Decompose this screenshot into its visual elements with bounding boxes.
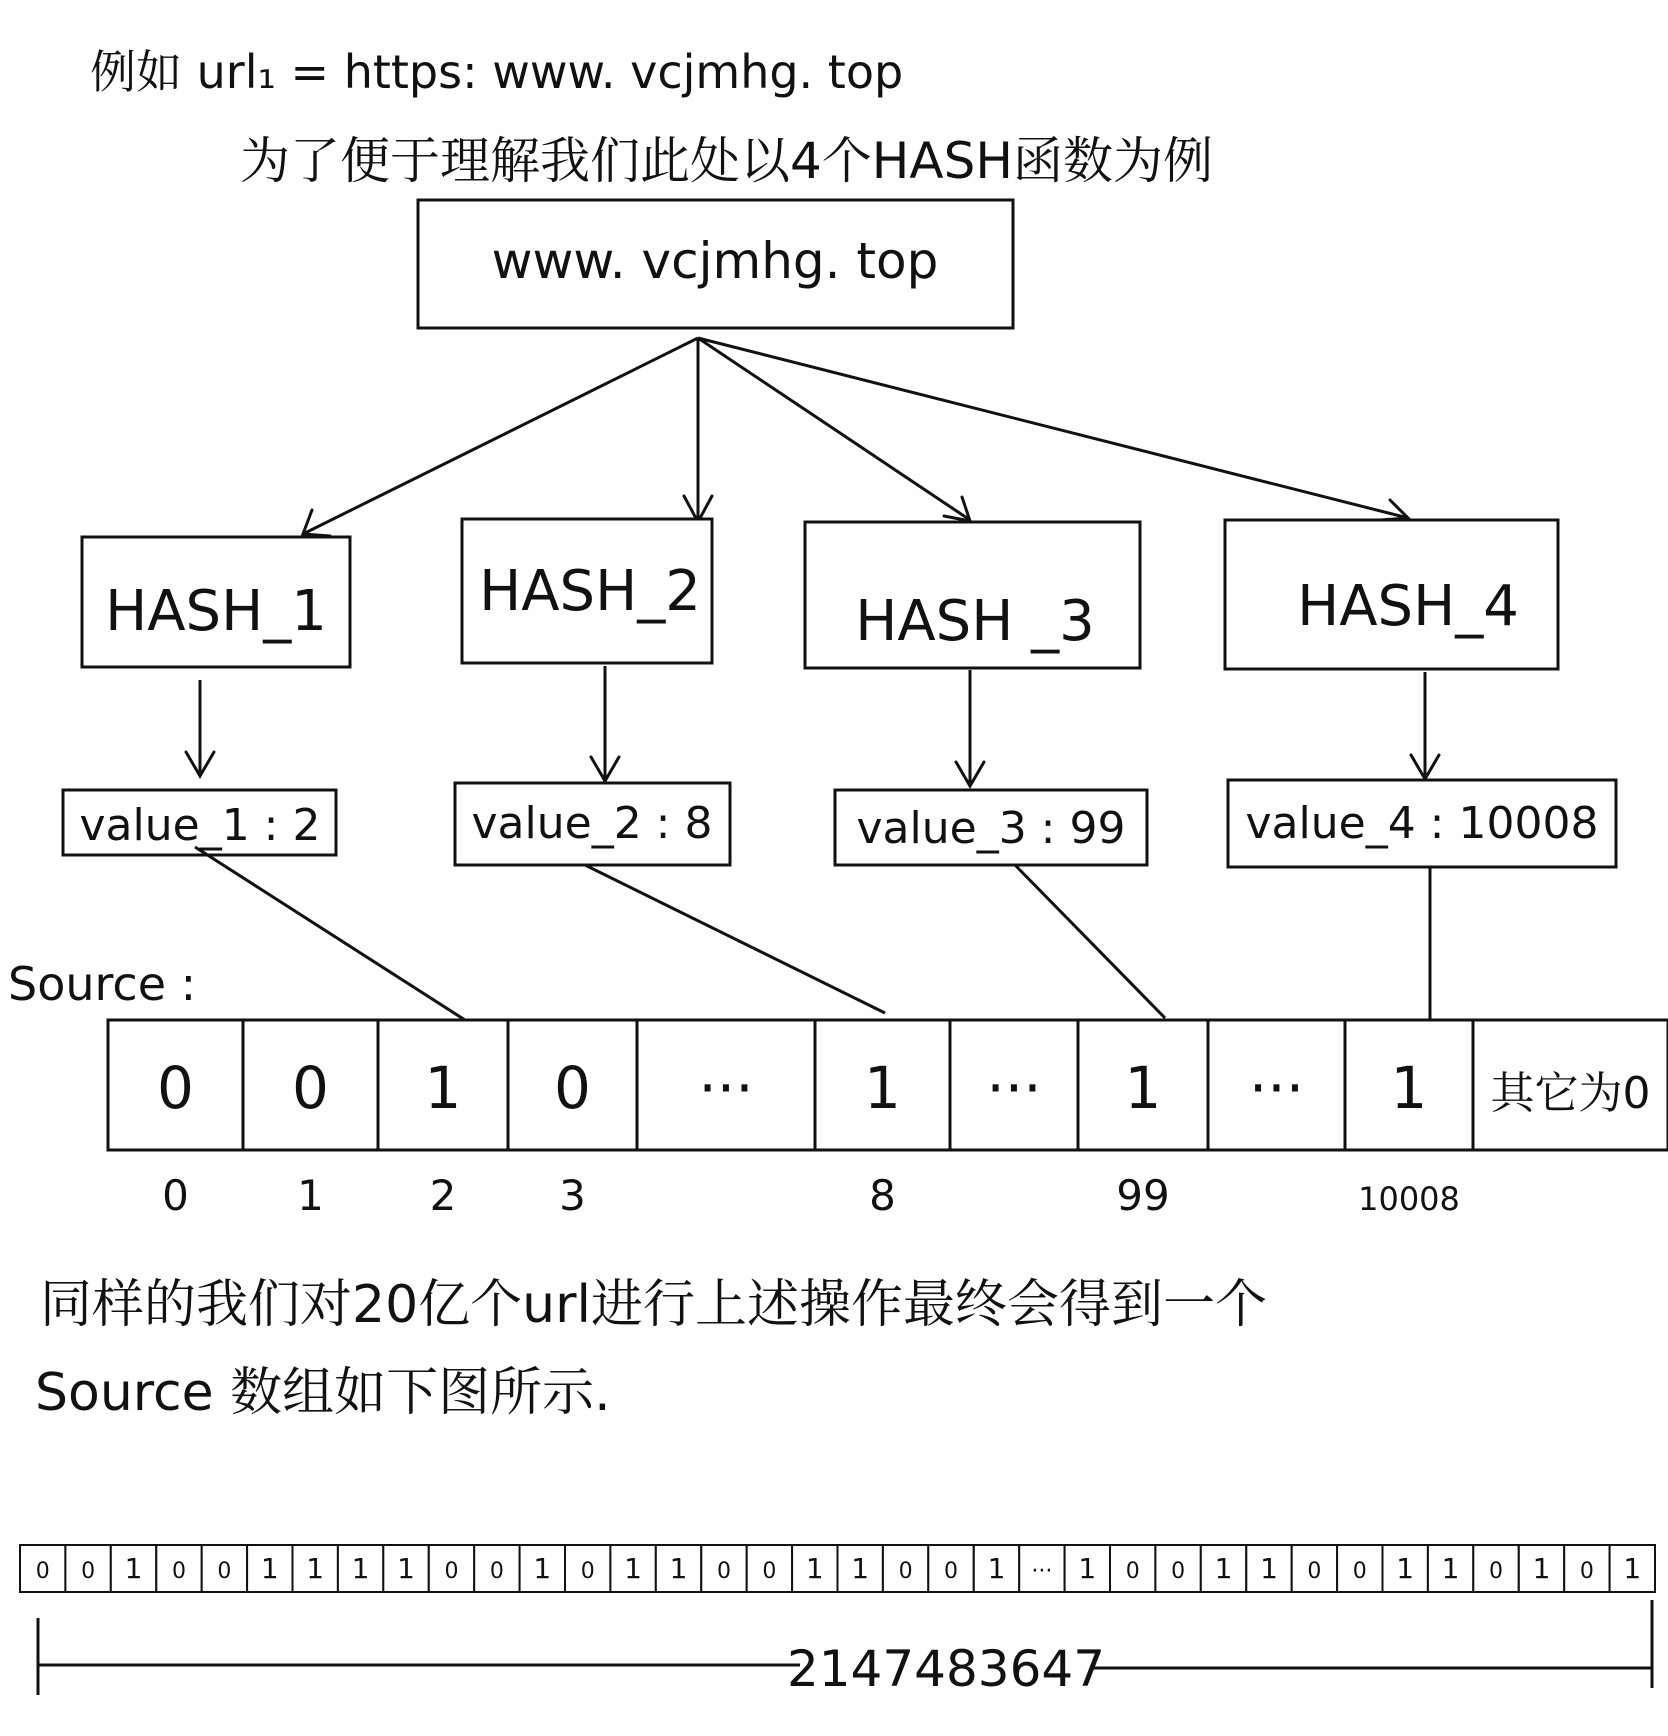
arrow-to-hash-4 (698, 338, 1408, 518)
source-array-indices (162, 1171, 1460, 1220)
source-array (108, 1020, 1668, 1150)
bit-value: 1 (1260, 1552, 1278, 1585)
bit-value: 1 (1396, 1552, 1415, 1585)
conclusion-line-2: Source 数组如下图所示. (35, 1363, 611, 1423)
bit-value: 1 (624, 1552, 643, 1585)
bit-value: 1 (1532, 1552, 1551, 1585)
source-index-label: 10008 (1358, 1180, 1460, 1218)
bit-value: 0 (1125, 1559, 1140, 1584)
bit-value: 0 (1489, 1559, 1503, 1584)
bit-value: 1 (1078, 1552, 1097, 1585)
bit-value: 0 (1579, 1559, 1594, 1584)
bit-value: 1 (1623, 1552, 1642, 1585)
value-3-label: value_3 : 99 (856, 803, 1126, 854)
bit-value: 1 (124, 1552, 143, 1585)
array-length-measure (38, 1600, 1652, 1698)
bit-value: 1 (306, 1552, 325, 1585)
bit-value: 1 (397, 1552, 415, 1585)
arrow-to-hash-3 (698, 338, 970, 520)
bit-value: 1 (1441, 1552, 1460, 1585)
source-cell-value: 0 (157, 1054, 194, 1122)
url-box-label: www. vcjmhg. top (491, 232, 939, 290)
source-cell-value: ··· (986, 1054, 1042, 1122)
source-cell-value: 1 (1124, 1054, 1162, 1122)
bit-value: 0 (580, 1559, 595, 1584)
source-cell-value: ··· (698, 1054, 754, 1122)
arrow-to-hash-1 (305, 338, 698, 533)
bit-value: 0 (762, 1559, 777, 1584)
source-cell-value: 1 (1390, 1054, 1428, 1122)
bit-value: 0 (81, 1559, 96, 1584)
bit-value: 0 (217, 1559, 232, 1584)
bit-value: 1 (851, 1552, 870, 1585)
bit-value: 0 (717, 1559, 731, 1584)
bit-value: ··· (1031, 1559, 1053, 1584)
source-cell-value: 0 (292, 1054, 329, 1122)
source-cell-value: 其它为0 (1490, 1068, 1651, 1119)
hash-1-label: HASH_1 (105, 579, 327, 644)
bit-value: 0 (898, 1559, 913, 1584)
source-label: Source : (8, 957, 197, 1011)
hash-4-label: HASH_4 (1297, 574, 1519, 639)
bit-value: 1 (351, 1552, 370, 1585)
bit-value: 0 (1171, 1559, 1186, 1584)
value-1-label: value_1 : 2 (79, 800, 321, 851)
bit-value: 0 (35, 1559, 50, 1584)
bit-value: 0 (944, 1559, 958, 1584)
connector-value1-cell2 (195, 847, 465, 1020)
hash-to-value-arrows (186, 666, 1439, 786)
bit-value: 1 (533, 1552, 552, 1585)
value-4-label: value_4 : 10008 (1245, 798, 1599, 849)
source-index-label: 1 (297, 1171, 324, 1220)
source-index-label: 99 (1116, 1171, 1170, 1220)
source-index-label: 8 (869, 1171, 896, 1220)
connector-value3-cell99 (1015, 865, 1165, 1018)
source-cell-value: 1 (424, 1054, 462, 1122)
full-bit-array (20, 1545, 1655, 1592)
connector-value2-cell8 (585, 865, 885, 1013)
hash-3-label: HASH _3 (855, 589, 1095, 654)
bit-value: 1 (987, 1552, 1006, 1585)
bit-value: 0 (1307, 1559, 1322, 1584)
source-cell-value: 0 (554, 1054, 591, 1122)
intro-text: 为了便于理解我们此处以4个HASH函数为例 (240, 132, 1213, 190)
source-index-label: 0 (162, 1171, 189, 1220)
value-2-label: value_2 : 8 (471, 798, 713, 849)
bit-value: 1 (805, 1552, 824, 1585)
bit-value: 1 (669, 1552, 688, 1585)
arrowhead-4 (1380, 500, 1408, 520)
source-cell-value: 1 (864, 1054, 901, 1122)
bit-value: 0 (172, 1559, 186, 1584)
example-url-text: 例如 url₁ = https: www. vcjmhg. top (90, 45, 904, 99)
source-index-label: 2 (429, 1171, 457, 1220)
bit-value: 0 (1352, 1559, 1367, 1584)
conclusion-line-1: 同样的我们对20亿个url进行上述操作最终会得到一个 (40, 1275, 1267, 1335)
bit-value: 0 (489, 1559, 504, 1584)
hash-2-label: HASH_2 (479, 559, 701, 624)
array-length-label: 2147483647 (786, 1640, 1106, 1698)
bit-value: 1 (1214, 1552, 1233, 1585)
bit-value: 1 (260, 1552, 279, 1585)
url-to-hash-arrows (303, 338, 1408, 536)
source-cell-value: ··· (1248, 1054, 1305, 1122)
value-to-cell-lines (195, 847, 1430, 1020)
bit-value: 0 (444, 1559, 459, 1584)
source-index-label: 3 (559, 1171, 586, 1220)
